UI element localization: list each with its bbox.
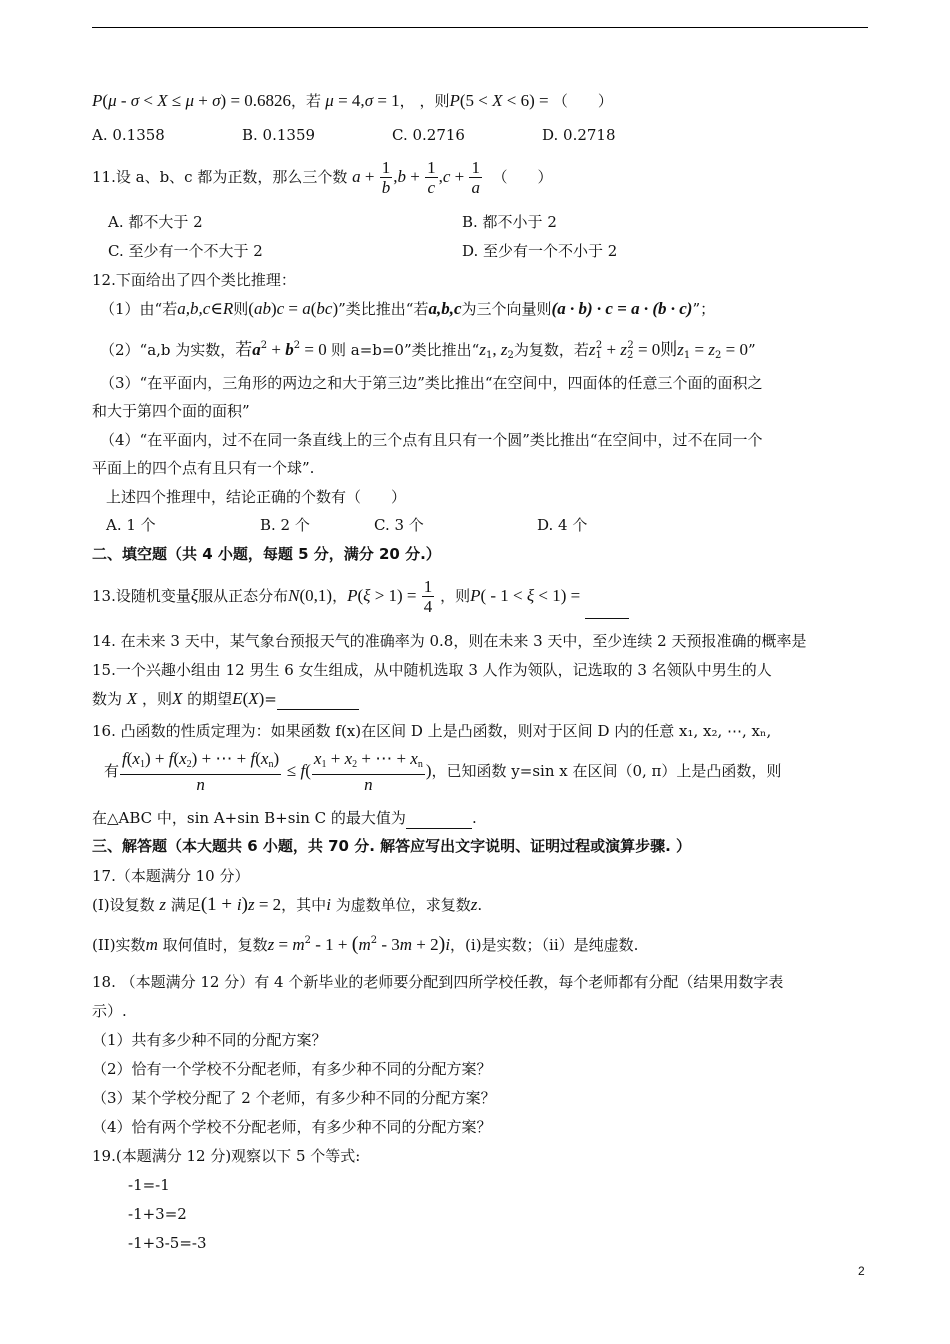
q12-item-2: （2）“a,b 为实数，若$a^2 + b^2 = 0$ 则 a=b=0”类比推出“$z_1$, $z_2$为复数，若$z_1^2 + z_2^2 = 0$则$z_1 = z_2 = 0$” xyxy=(100,340,756,361)
q10-option-c: C. 0.2716 xyxy=(392,126,465,144)
q18-item-1: （1）共有多少种不同的分配方案？ xyxy=(92,1031,327,1049)
q12-item-4-line2: 平面上的四个点有且只有一个球”. xyxy=(92,459,315,477)
q12-stem: 12.下面给出了四个类比推理： xyxy=(92,271,296,289)
q18-item-4: （4）恰有两个学校不分配老师，有多少种不同的分配方案？ xyxy=(92,1118,492,1136)
q10-option-b: B. 0.1359 xyxy=(242,126,316,144)
q12-option-d: D. 4 个 xyxy=(537,516,588,534)
q11-option-c: C. 至少有一个不大于 2 xyxy=(108,242,263,260)
q19-equation-3: -1+3-5=-3 xyxy=(128,1234,207,1252)
q10-stem: P(μ - σ < X ≤ μ + σ) = 0.6826，若 μ = 4,σ = 1， ，则P(5 < X < 6) = （ ） xyxy=(92,91,613,110)
q19-equation-1: -1=-1 xyxy=(128,1176,170,1194)
q10-option-a: A. 0.1358 xyxy=(92,126,165,144)
q18-item-3: （3）某个学校分配了 2 个老师，有多少种不同的分配方案？ xyxy=(92,1089,496,1107)
q19-equation-2: -1+3=2 xyxy=(128,1205,187,1223)
q19-heading: 19.(本题满分 12 分)观察以下 5 个等式: xyxy=(92,1147,361,1165)
q16-line3: 在△ABC 中，sin A+sin B+sin C 的最大值为 . xyxy=(92,809,477,827)
q12-item-3-line2: 和大于第四个面的面积” xyxy=(92,402,250,420)
q15-line2: 数为 X ，则X 的期望E(X)= xyxy=(92,689,359,710)
q16-line2: 有 $\frac{f(x_1) + f(x_2) + \cdots + f(x_n)}{n}$ ≤ f( $\frac{x_1 + x_2 + \cdots + x_n}{n}$ )，已知函数 y=sin x 在区间（0, π）上是凸函数，则 xyxy=(104,748,782,794)
q11-option-d: D. 至少有一个不小于 2 xyxy=(462,242,618,260)
section-3-heading: 三、解答题（本大题共 6 小题，共 70 分. 解答应写出文字说明、证明过程或演算步骤. ） xyxy=(92,837,692,855)
q12-item-3-line1: （3）“在平面内，三角形的两边之和大于第三边”类比推出“在空间中，四面体的任意三个面的面积之 xyxy=(100,374,763,392)
q18-line2: 示）. xyxy=(92,1002,127,1020)
q18-item-2: （2）恰有一个学校不分配老师，有多少种不同的分配方案？ xyxy=(92,1060,492,1078)
q14: 14. 在未来 3 天中，某气象台预报天气的准确率为 0.8，则在未来 3 天中，至少连续 2 天预报准确的概率是 xyxy=(92,632,807,650)
q17-heading: 17.（本题满分 10 分） xyxy=(92,867,250,885)
q11-option-b: B. 都不小于 2 xyxy=(462,213,557,231)
q12-item-1: （1）由“若a,b,c∈R则(ab)c = a(bc)”类比推出“若a,b,c为三个向量则(a · b) · c = a · (b · c)”； xyxy=(100,299,716,318)
q11-stem: 11.设 a、b、c 都为正数，那么三个数 a + $\frac{1}{b}$ ,b + $\frac{1}{c}$ ,c + $\frac{1}{a}$ （ ） xyxy=(92,157,553,197)
q17-part-2: (II)实数m 取何值时，复数$z = m^2 - 1 + (m^2 - 3m + 2)i$，(i)是实数；（ii）是纯虚数. xyxy=(92,933,639,955)
q11-option-a: A. 都不大于 2 xyxy=(108,213,203,231)
q10-option-d: D. 0.2718 xyxy=(542,126,616,144)
q17-part-1: (I)设复数 z 满足(1 + i)z = 2，其中i 为虚数单位，求复数z. xyxy=(92,894,483,915)
q13: 13.设随机变量ξ服从正态分布N(0,1)，P(ξ > 1) = $\frac{1}{4}$ ，则P( - 1 < ξ < 1) = xyxy=(92,574,629,619)
section-2-heading: 二、填空题（共 4 小题，每题 5 分，满分 20 分.） xyxy=(92,545,441,563)
q12-option-a: A. 1 个 xyxy=(106,516,156,534)
q12-option-b: B. 2 个 xyxy=(260,516,310,534)
q15-line1: 15.一个兴趣小组由 12 男生 6 女生组成，从中随机选取 3 人作为领队，记选取的 3 名领队中男生的人 xyxy=(92,661,772,679)
q12-option-c: C. 3 个 xyxy=(374,516,424,534)
q12-question: 上述四个推理中，结论正确的个数有（ ） xyxy=(106,488,407,506)
page-number: 2 xyxy=(858,1264,865,1278)
q12-item-4-line1: （4）“在平面内，过不在同一条直线上的三个点有且只有一个圆”类比推出“在空间中，过不在同一个 xyxy=(100,431,763,449)
header-rule xyxy=(92,27,868,28)
q16-line1: 16. 凸函数的性质定理为：如果函数 f(x)在区间 D 上是凸函数，则对于区间 D 内的任意 x₁, x₂, ⋯, xₙ, xyxy=(92,722,772,740)
q18-line1: 18. （本题满分 12 分）有 4 个新毕业的老师要分配到四所学校任教，每个老师都有分配（结果用数字表 xyxy=(92,973,784,991)
